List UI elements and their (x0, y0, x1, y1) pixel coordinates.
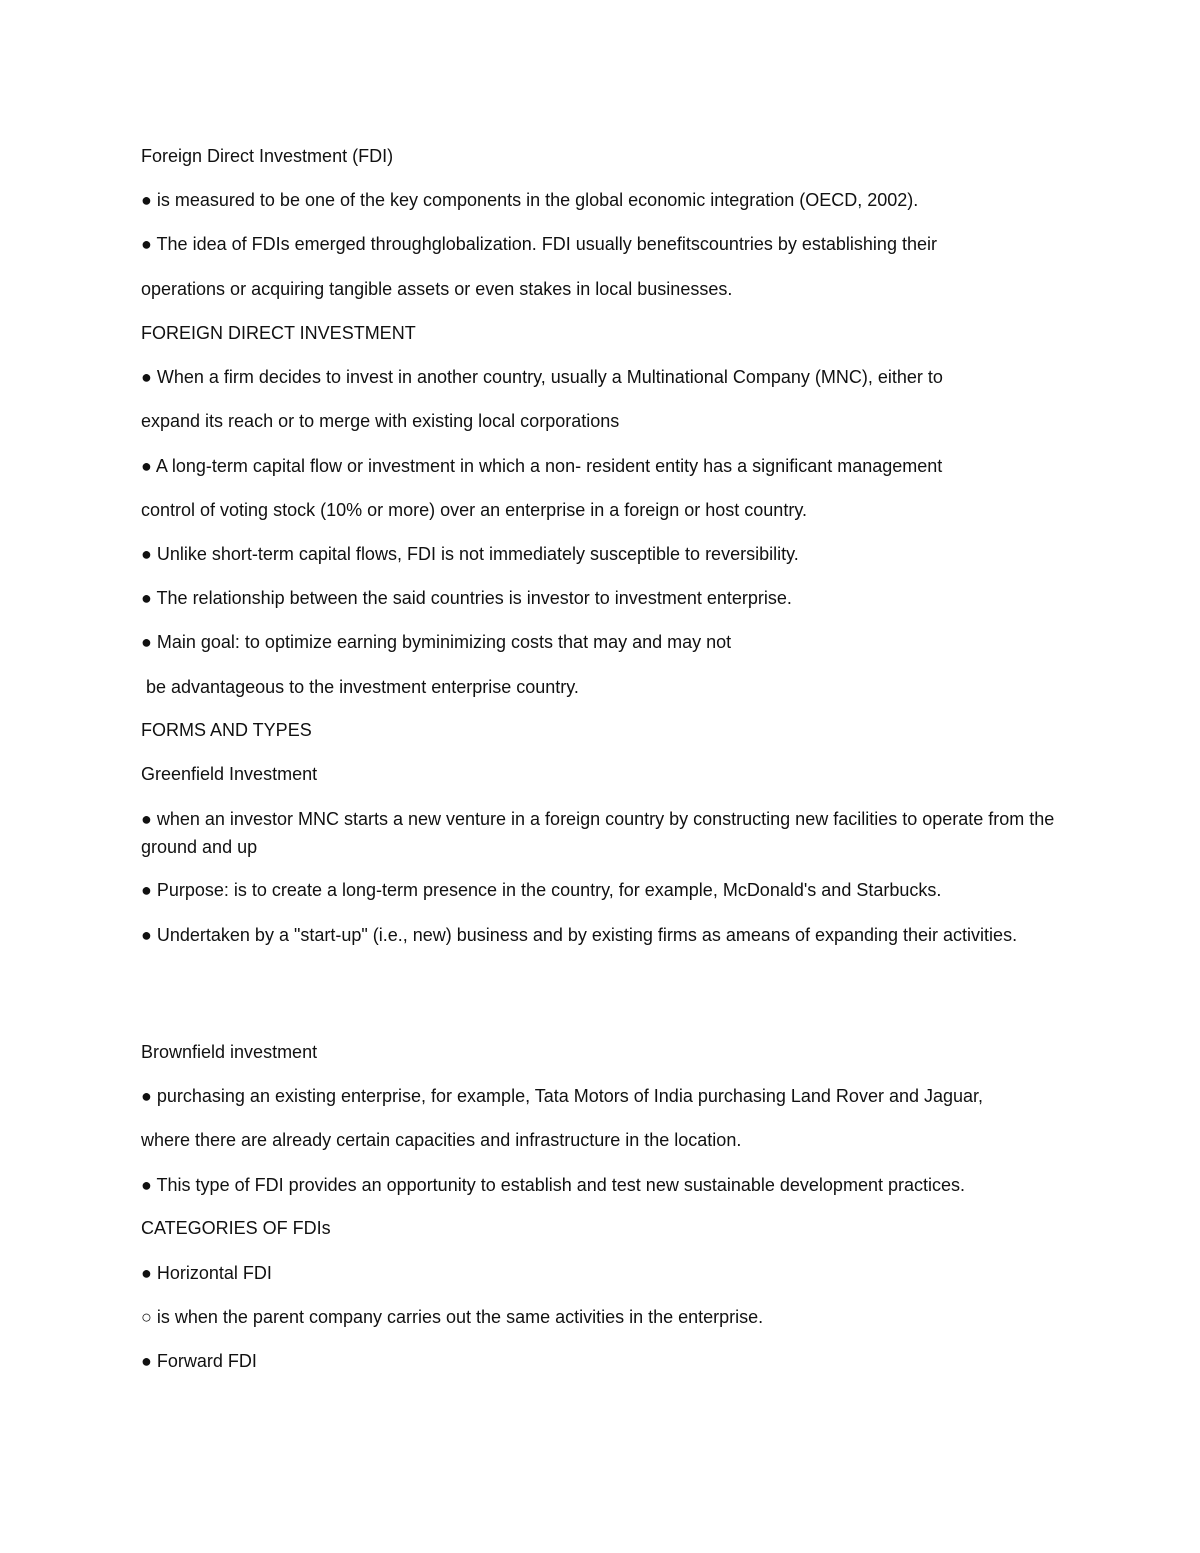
bullet-line: ● Undertaken by a "start-up" (i.e., new) business and by existing firms as ameans of expanding their activities. (141, 925, 1018, 945)
section-heading-forms: FORMS AND TYPES (141, 720, 312, 740)
continuation-line: operations or acquiring tangible assets or even stakes in local businesses. (141, 279, 733, 299)
bullet-line: ● Unlike short-term capital flows, FDI is not immediately susceptible to reversibility. (141, 544, 799, 564)
continuation-line: control of voting stock (10% or more) over an enterprise in a foreign or host country. (141, 500, 807, 520)
subheading-brownfield: Brownfield investment (141, 1042, 318, 1062)
bullet-line: ● is measured to be one of the key components in the global economic integration (OECD, 2002). (141, 190, 919, 210)
continuation-line: be advantageous to the investment enterprise country. (146, 677, 579, 697)
doc-title: Foreign Direct Investment (FDI) (141, 146, 394, 166)
bullet-line: ● Main goal: to optimize earning byminimizing costs that may and may not (141, 632, 732, 652)
bullet-line: ● Forward FDI (141, 1351, 257, 1371)
bullet-line: ● When a firm decides to invest in another country, usually a Multinational Company (MNC), either to (141, 367, 943, 387)
bullet-line: ● Purpose: is to create a long-term presence in the country, for example, McDonald's and Starbucks. (141, 880, 942, 900)
section-heading-fdi: FOREIGN DIRECT INVESTMENT (141, 323, 416, 343)
subheading-greenfield: Greenfield Investment (141, 764, 318, 784)
section-heading-categories: CATEGORIES OF FDIs (141, 1218, 331, 1238)
bullet-line: ● purchasing an existing enterprise, for example, Tata Motors of India purchasing Land Rover and Jaguar, (141, 1086, 984, 1106)
bullet-line: ● This type of FDI provides an opportunity to establish and test new sustainable development practices. (141, 1175, 965, 1195)
bullet-line: ● The idea of FDIs emerged throughglobalization. FDI usually benefitscountries by establishing their (141, 234, 937, 254)
bullet-line: ● when an investor MNC starts a new venture in a foreign country by constructing new facilities to operate from the ground and up (141, 809, 1055, 857)
bullet-line: ● Horizontal FDI (141, 1263, 272, 1283)
bullet-line: ● The relationship between the said countries is investor to investment enterprise. (141, 588, 792, 608)
bullet-line: ● A long-term capital flow or investment in which a non- resident entity has a significant management (141, 456, 943, 476)
continuation-line: expand its reach or to merge with existing local corporations (141, 411, 620, 431)
continuation-line: where there are already certain capacities and infrastructure in the location. (141, 1130, 742, 1150)
sub-bullet-line: ○ is when the parent company carries out the same activities in the enterprise. (141, 1307, 764, 1327)
